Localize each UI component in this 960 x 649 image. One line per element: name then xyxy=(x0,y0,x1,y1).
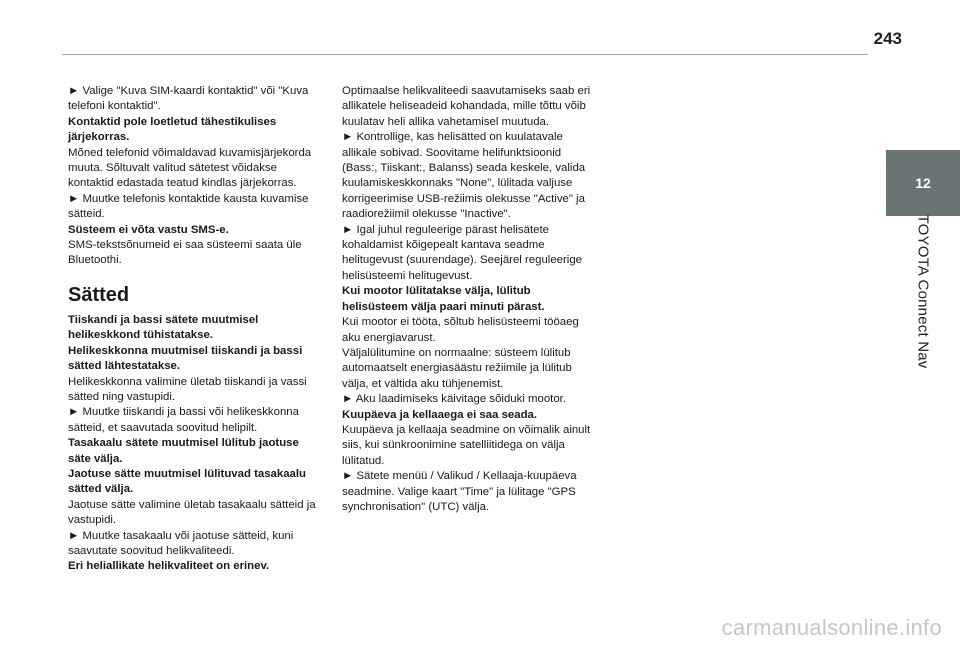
chapter-title-vertical xyxy=(886,216,960,366)
paragraph: ► Muutke tiiskandi ja bassi või helikeskkonna sätteid, et saavutada soovitud helipilt. xyxy=(68,406,299,434)
paragraph: Mõned telefonid võimaldavad kuvamisjärjekorda muuta. Sõltuvalt valitud sätetest võidakse kontaktid edastada teatud kindlas järjekorras. xyxy=(68,146,312,190)
chapter-number-tab: 12 xyxy=(886,150,960,216)
paragraph: Jaotuse sätte valimine ületab tasakaalu sätteid ja vastupidi. xyxy=(68,498,316,527)
paragraph: Helikeskkonna valimine ületab tiiskandi ja vassi sätted ning vastupidi. xyxy=(68,375,307,403)
question-heading: Kui mootor lülitatakse välja, lülitub helisüsteem välja paari minuti pärast. xyxy=(342,285,545,313)
chapter-title-text: TOYOTA Connect Nav xyxy=(914,214,932,368)
question-heading: Tasakaalu sätete muutmisel lülitub jaotuse säte välja. xyxy=(68,437,299,465)
question-heading: Süsteem ei võta vastu SMS-e. xyxy=(68,223,229,236)
section-title: Sätted xyxy=(68,283,130,306)
question-heading: Kontaktid pole loetletud tähestikulises järjekorras. xyxy=(68,115,277,144)
question-heading: Jaotuse sätte muutmisel lülituvad tasakaalu sätted välja. xyxy=(68,467,307,496)
question-heading: Kuupäeva ja kellaaega ei saa seada. xyxy=(342,408,538,421)
paragraph: ► Muutke telefonis kontaktide kausta kuvamise sätteid. xyxy=(68,192,309,221)
question-heading: Eri heliallikate helikvaliteet on erinev. xyxy=(68,560,270,573)
paragraph: SMS-tekstsõnumeid ei saa süsteemi saata üle Bluetoothi. xyxy=(68,239,302,267)
paragraph: Kuupäeva ja kellaaja seadmine on võimalik ainult siis, kui sünkroonimine satelliitidega on välja lülitatud. xyxy=(342,423,591,467)
paragraph: Optimaalse helikvaliteedi saavutamiseks saab eri allikatele heliseadeid kohandada, mille tõttu võib kuulatav heli allika vahetamisel muutuda. xyxy=(342,85,591,128)
right-column xyxy=(342,84,598,515)
paragraph: Väljalülitumine on normaalne: süsteem lülitub automaatselt energiasäästu režiimile ja lülitub välja, et vältida aku tühjenemist. xyxy=(342,346,572,390)
left-column xyxy=(68,84,324,575)
question-heading: Helikeskkonna muutmisel tiiskandi ja bassi sätted lähtestatakse. xyxy=(68,344,303,373)
question-heading: Tiiskandi ja bassi sätete muutmisel helikeskkond tühistatakse. xyxy=(68,313,259,342)
paragraph: ► Igal juhul reguleerige pärast helisätete kohaldamist kõigepealt kantava seadme helitugevust (suurendage). Seejärel reguleerige helisüsteemi helitugevust. xyxy=(342,223,582,282)
paragraph: ► Muutke tasakaalu või jaotuse sätteid, kuni saavutate soovitud helikvaliteedi. xyxy=(68,529,294,557)
paragraph: ► Valige "Kuva SIM-kaardi kontaktid" või "Kuva telefoni kontaktid". xyxy=(68,85,309,113)
page-number: 243 xyxy=(873,29,902,48)
paragraph: ► Sätete menüü / Valikud / Kellaaja-kuupäeva seadmine. Valige kaart "Time" ja lülitage "GPS synchronisation" (UTC) välja. xyxy=(342,470,577,513)
header-divider xyxy=(62,54,868,55)
watermark: carmanualsonline.info xyxy=(721,615,942,640)
paragraph: Kui mootor ei tööta, sõltub helisüsteemi tööaeg aku energiavarust. xyxy=(342,316,579,344)
paragraph: ► Kontrollige, kas helisätted on kuulatavale allikale sobivad. Soovitame helifunktsioonid (Bass:, Tiiskant:, Balanss) seada keskele, valida kuulamiskeskkonnaks "None", lülitada valjuse korrigeerimise USB-režiimis olekusse "Active" ja raadiorežiimil olekusse "Inactive". xyxy=(342,131,586,221)
paragraph: ► Aku laadimiseks käivitage sõiduki mootor. xyxy=(342,393,567,406)
